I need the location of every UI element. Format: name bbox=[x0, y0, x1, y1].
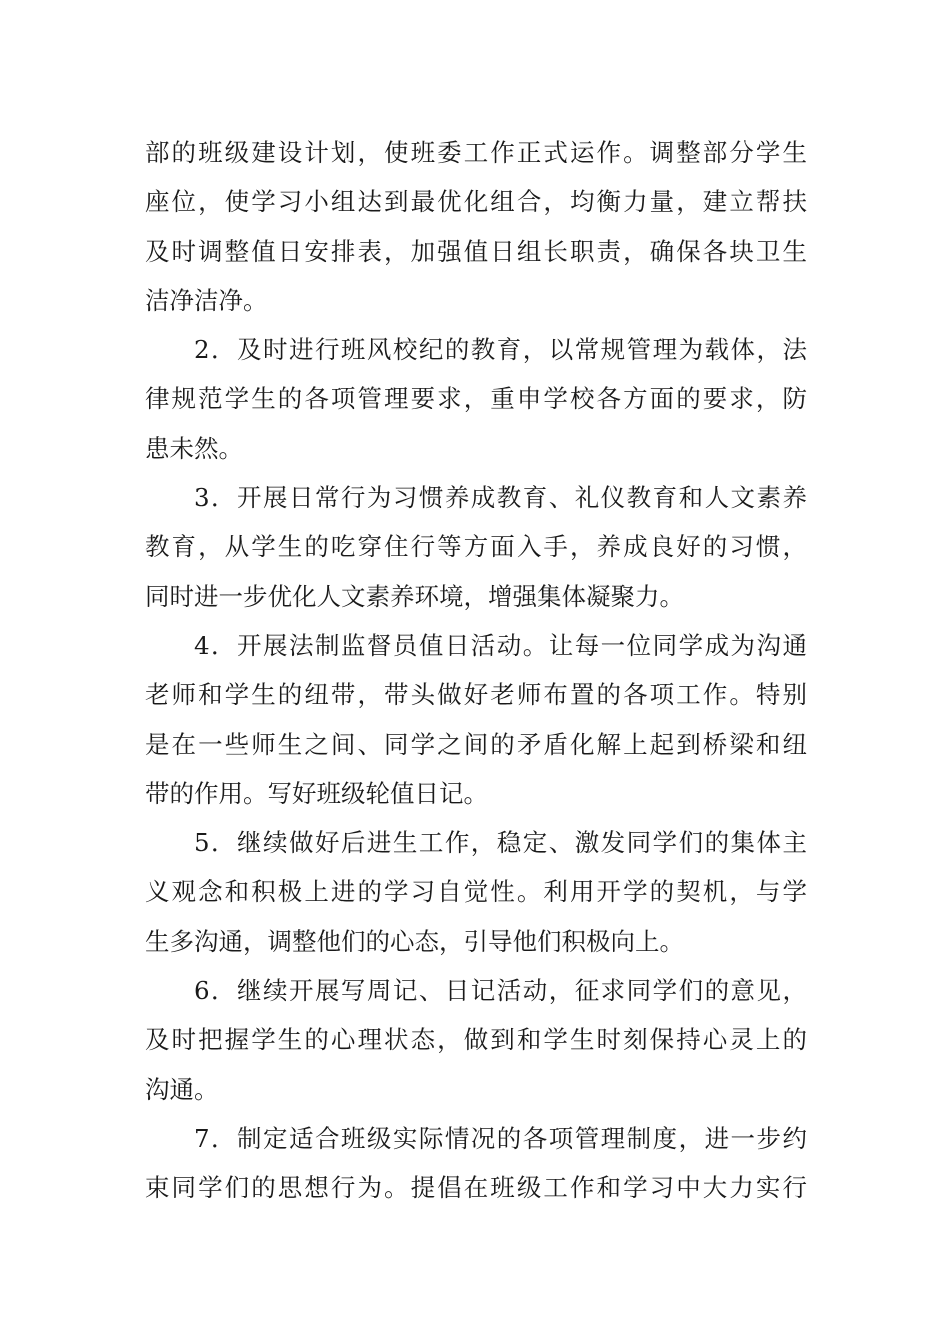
text-line: 教育，从学生的吃穿住行等方面入手，养成良好的习惯， bbox=[145, 532, 807, 562]
text-line: 及时调整值日安排表，加强值日组长职责，确保各块卫生 bbox=[145, 236, 807, 266]
text-line: 6．继续开展写周记、日记活动，征求同学们的意见， bbox=[194, 976, 807, 1006]
text-line: 4．开展法制监督员值日活动。让每一位同学成为沟通 bbox=[194, 630, 807, 660]
text-line: 5．继续做好后进生工作，稳定、激发同学们的集体主 bbox=[194, 828, 807, 858]
text-line: 带的作用。写好班级轮值日记。 bbox=[145, 778, 488, 808]
paragraph-4 bbox=[145, 621, 807, 818]
text-line: 座位，使学习小组达到最优化组合，均衡力量，建立帮扶 bbox=[145, 187, 807, 217]
text-line: 沟通。 bbox=[145, 1074, 219, 1104]
text-line: 生多沟通，调整他们的心态，引导他们积极向上。 bbox=[145, 926, 684, 956]
paragraph-7 bbox=[145, 1114, 807, 1213]
paragraph-5 bbox=[145, 818, 807, 966]
text-line: 洁净洁净。 bbox=[145, 285, 268, 315]
text-line: 部的班级建设计划，使班委工作正式运作。调整部分学生 bbox=[145, 138, 807, 167]
text-line: 2．及时进行班风校纪的教育，以常规管理为载体，法 bbox=[194, 335, 807, 365]
text-line: 束同学们的思想行为。提倡在班级工作和学习中大力实行 bbox=[145, 1173, 807, 1203]
text-line: 老师和学生的纽带，带头做好老师布置的各项工作。特别 bbox=[145, 680, 807, 710]
paragraph-3 bbox=[145, 473, 807, 621]
text-line: 3．开展日常行为习惯养成教育、礼仪教育和人文素养 bbox=[194, 483, 807, 513]
text-line: 义观念和积极上进的学习自觉性。利用开学的契机，与学 bbox=[145, 877, 807, 907]
text-line: 同时进一步优化人文素养环境，增强集体凝聚力。 bbox=[145, 581, 684, 611]
text-line: 律规范学生的各项管理要求，重申学校各方面的要求，防 bbox=[145, 384, 807, 414]
text-line: 及时把握学生的心理状态，做到和学生时刻保持心灵上的 bbox=[145, 1025, 807, 1055]
paragraph-1 bbox=[145, 128, 807, 325]
paragraph-6 bbox=[145, 966, 807, 1114]
document-body bbox=[145, 128, 807, 1213]
text-line: 患未然。 bbox=[145, 433, 243, 463]
paragraph-2 bbox=[145, 325, 807, 473]
text-line: 是在一些师生之间、同学之间的矛盾化解上起到桥梁和纽 bbox=[145, 729, 807, 759]
text-line: 7．制定适合班级实际情况的各项管理制度，进一步约 bbox=[194, 1123, 807, 1153]
